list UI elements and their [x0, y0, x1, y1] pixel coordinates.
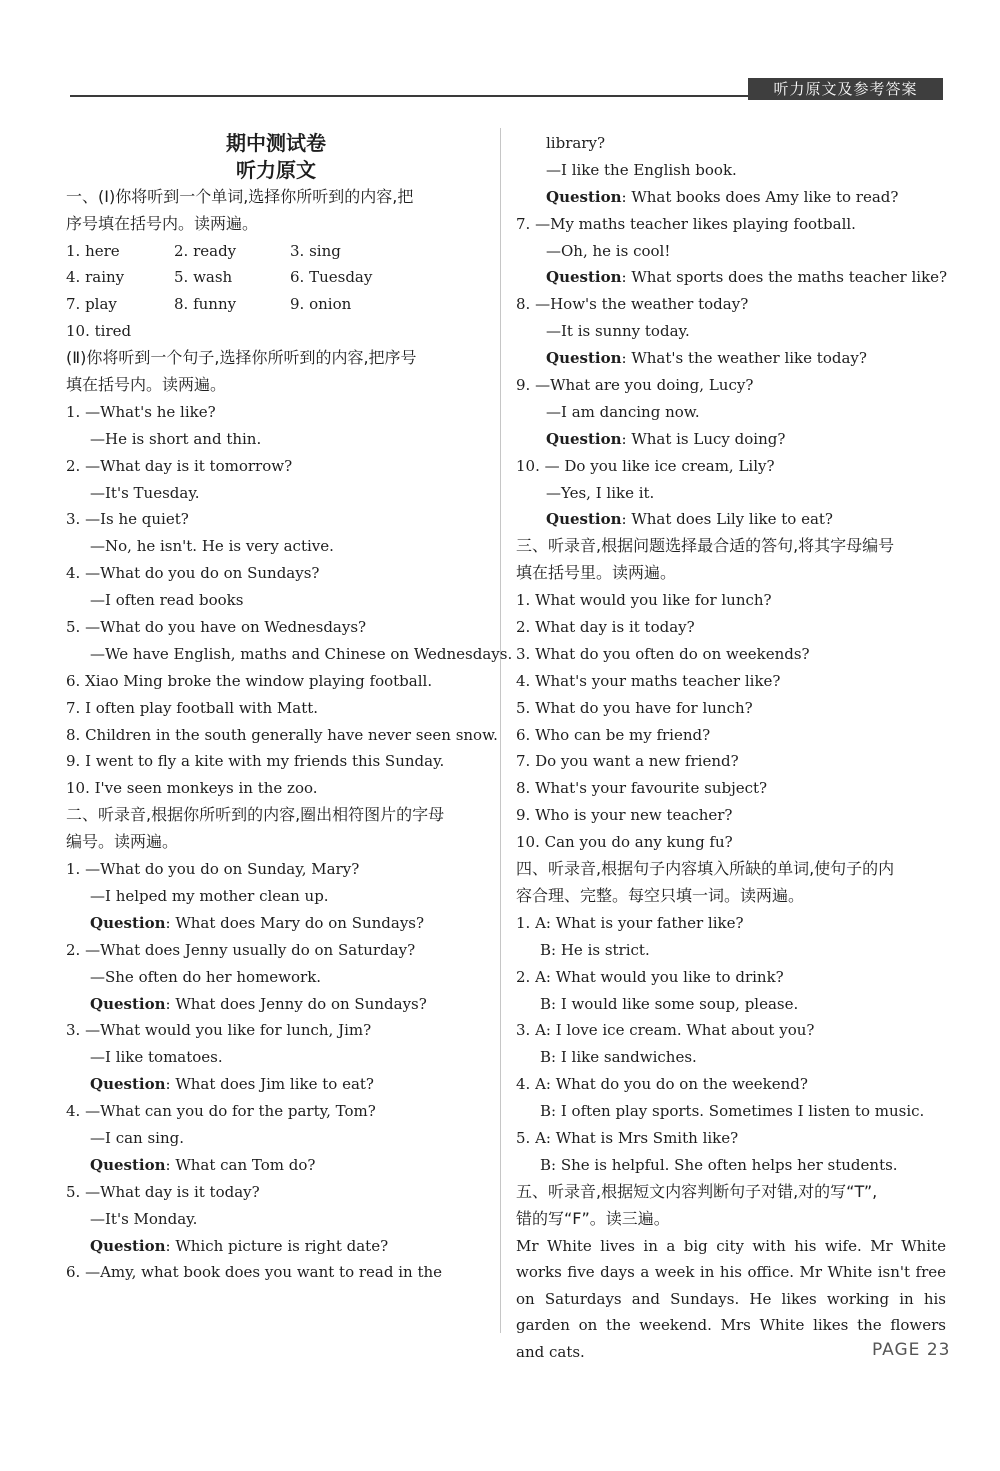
- text-line: —Oh, he is cool!: [546, 241, 671, 260]
- instruction-heading: 三、听录音,根据问题选择最合适的答句,将其字母编号: [516, 536, 895, 556]
- text-line: 1. —What do you do on Sunday, Mary?: [66, 860, 360, 879]
- question-label: Question: [90, 1236, 166, 1255]
- word-list-row: [66, 238, 486, 265]
- question-line: [516, 264, 946, 291]
- text-line: —I often read books: [90, 591, 244, 610]
- text-line: B: I often play sports. Sometimes I listen to music.: [540, 1102, 925, 1121]
- word-item: 6. Tuesday: [290, 268, 373, 287]
- text-line: B: I like sandwiches.: [540, 1048, 697, 1067]
- text-line: 5. —What day is it today?: [66, 1182, 260, 1201]
- text-line: 2. —What does Jenny usually do on Saturday?: [66, 940, 416, 959]
- instruction-heading: 四、听录音,根据句子内容填入所缺的单词,使句子的内: [516, 859, 895, 879]
- word-item: 1. here: [66, 241, 120, 260]
- text-line: 5. What do you have for lunch?: [516, 698, 753, 717]
- question-label: Question: [90, 1075, 166, 1094]
- question-label: Question: [546, 349, 622, 368]
- word-list-row: [66, 264, 486, 291]
- left-column: [66, 130, 513, 1286]
- word-list-row: [66, 291, 486, 318]
- word-item: 9. onion: [290, 295, 352, 314]
- question-text: : What does Mary do on Sundays?: [165, 913, 425, 932]
- text-line: —We have English, maths and Chinese on Wednesdays.: [90, 644, 513, 663]
- text-line: 9. I went to fly a kite with my friends this Sunday.: [66, 752, 445, 771]
- question-text: : What sports does the maths teacher like?: [621, 268, 948, 287]
- passage-paragraph: Mr White lives in a big city with his wife. Mr White works five days a week in his office. Mr White isn't free on Saturdays and Sundays. He likes working in his garden on the weekend. Mrs White likes the flowers and cats.: [516, 1236, 946, 1361]
- question-label: Question: [90, 1155, 166, 1174]
- text-line: —I like the English book.: [546, 160, 737, 179]
- question-line: [516, 184, 946, 211]
- question-line: [66, 1233, 486, 1260]
- question-label: Question: [90, 994, 166, 1013]
- text-line: library?: [546, 134, 605, 152]
- question-line: [66, 991, 486, 1018]
- text-line: 3. A: I love ice cream. What about you?: [516, 1021, 815, 1040]
- question-text: : Which picture is right date?: [165, 1236, 389, 1255]
- text-line: 1. What would you like for lunch?: [516, 591, 772, 610]
- instruction-heading: 填在括号内。读两遍。: [66, 375, 227, 395]
- text-line: B: He is strict.: [540, 940, 650, 959]
- question-line: [66, 1071, 486, 1098]
- text-line: —It's Monday.: [90, 1209, 198, 1228]
- text-line: B: She is helpful. She often helps her students.: [540, 1155, 898, 1174]
- text-line: —It is sunny today.: [546, 322, 690, 341]
- text-line: 10. — Do you like ice cream, Lily?: [516, 456, 775, 475]
- question-label: Question: [546, 510, 622, 529]
- text-line: 6. Who can be my friend?: [516, 725, 711, 744]
- word-item: 7. play: [66, 295, 117, 314]
- word-item: 8. funny: [174, 295, 237, 314]
- text-line: —I like tomatoes.: [90, 1048, 223, 1067]
- question-line: [66, 910, 486, 937]
- text-line: 2. A: What would you like to drink?: [516, 967, 784, 986]
- instruction-heading: 一、(Ⅰ)你将听到一个单词,选择你所听到的内容,把: [66, 186, 414, 206]
- text-line: —She often do her homework.: [90, 967, 322, 986]
- text-line: 4. —What do you do on Sundays?: [66, 564, 320, 583]
- question-text: : What's the weather like today?: [621, 349, 867, 368]
- text-line: 7. I often play football with Matt.: [66, 698, 319, 717]
- text-line: —It's Tuesday.: [90, 483, 200, 502]
- instruction-heading: 编号。读两遍。: [66, 832, 179, 852]
- text-line: B: I would like some soup, please.: [540, 994, 799, 1013]
- text-line: 9. Who is your new teacher?: [516, 806, 733, 825]
- question-line: [66, 1152, 486, 1179]
- text-line: —I helped my mother clean up.: [90, 886, 329, 905]
- text-line: 8. Children in the south generally have never seen snow.: [66, 725, 498, 744]
- text-line: 10. I've seen monkeys in the zoo.: [66, 779, 318, 798]
- text-line: 6. —Amy, what book does you want to read in the: [66, 1263, 443, 1282]
- text-line: 10. tired: [66, 322, 132, 341]
- question-line: [516, 426, 946, 453]
- question-text: : What books does Amy like to read?: [621, 187, 899, 206]
- word-item: 2. ready: [174, 241, 237, 260]
- text-line: 4. What's your maths teacher like?: [516, 671, 781, 690]
- question-line: [516, 506, 946, 533]
- instruction-heading: 填在括号里。读两遍。: [516, 563, 677, 583]
- text-line: 10. Can you do any kung fu?: [516, 833, 733, 852]
- word-item: 4. rainy: [66, 268, 125, 287]
- question-label: Question: [546, 268, 622, 287]
- text-line: 8. —How's the weather today?: [516, 295, 749, 314]
- text-line: 3. —What would you like for lunch, Jim?: [66, 1021, 372, 1040]
- instruction-heading: 序号填在括号内。读两遍。: [66, 213, 259, 233]
- text-line: 5. —What do you have on Wednesdays?: [66, 618, 367, 637]
- question-label: Question: [546, 429, 622, 448]
- instruction-heading: 五、听录音,根据短文内容判断句子对错,对的写“T”,: [516, 1181, 878, 1201]
- question-label: Question: [90, 913, 166, 932]
- text-line: 1. —What's he like?: [66, 402, 216, 421]
- question-text: : What does Jenny do on Sundays?: [165, 994, 427, 1013]
- column-divider: [500, 128, 501, 1333]
- text-line: 8. What's your favourite subject?: [516, 779, 768, 798]
- text-line: 5. A: What is Mrs Smith like?: [516, 1128, 739, 1147]
- right-column: [516, 130, 946, 1365]
- section-header-label: 听力原文及参考答案: [748, 78, 943, 100]
- text-line: 7. Do you want a new friend?: [516, 752, 739, 771]
- page-number: PAGE 23: [872, 1340, 951, 1360]
- word-item: 5. wash: [174, 268, 233, 287]
- instruction-heading: 错的写“F”。读三遍。: [516, 1208, 670, 1228]
- instruction-heading: 二、听录音,根据你所听到的内容,圈出相符图片的字母: [66, 805, 445, 825]
- text-line: 1. A: What is your father like?: [516, 913, 744, 932]
- text-line: 6. Xiao Ming broke the window playing football.: [66, 671, 433, 690]
- text-line: 2. What day is it today?: [516, 618, 695, 637]
- question-text: : What is Lucy doing?: [621, 429, 786, 448]
- text-line: 4. A: What do you do on the weekend?: [516, 1075, 808, 1094]
- question-label: Question: [546, 187, 622, 206]
- text-line: —He is short and thin.: [90, 429, 262, 448]
- text-line: —I am dancing now.: [546, 402, 700, 421]
- question-text: : What does Lily like to eat?: [621, 510, 833, 529]
- text-line: —No, he isn't. He is very active.: [90, 537, 334, 556]
- text-line: 3. —Is he quiet?: [66, 510, 189, 529]
- text-line: —Yes, I like it.: [546, 483, 655, 502]
- text-line: 2. —What day is it tomorrow?: [66, 456, 293, 475]
- text-line: 4. —What can you do for the party, Tom?: [66, 1102, 376, 1121]
- text-line: 3. What do you often do on weekends?: [516, 644, 810, 663]
- text-line: 7. —My maths teacher likes playing football.: [516, 214, 856, 233]
- section-title: 期中测试卷: [226, 131, 326, 155]
- question-line: [516, 345, 946, 372]
- section-title: 听力原文: [236, 157, 316, 182]
- instruction-heading: (Ⅱ)你将听到一个句子,选择你所听到的内容,把序号: [66, 348, 417, 368]
- text-line: 9. —What are you doing, Lucy?: [516, 376, 754, 395]
- question-text: : What can Tom do?: [165, 1155, 316, 1174]
- question-text: : What does Jim like to eat?: [165, 1075, 374, 1094]
- text-line: —I can sing.: [90, 1128, 184, 1147]
- instruction-heading: 容合理、完整。每空只填一词。读两遍。: [516, 885, 805, 905]
- word-item: 3. sing: [290, 241, 341, 260]
